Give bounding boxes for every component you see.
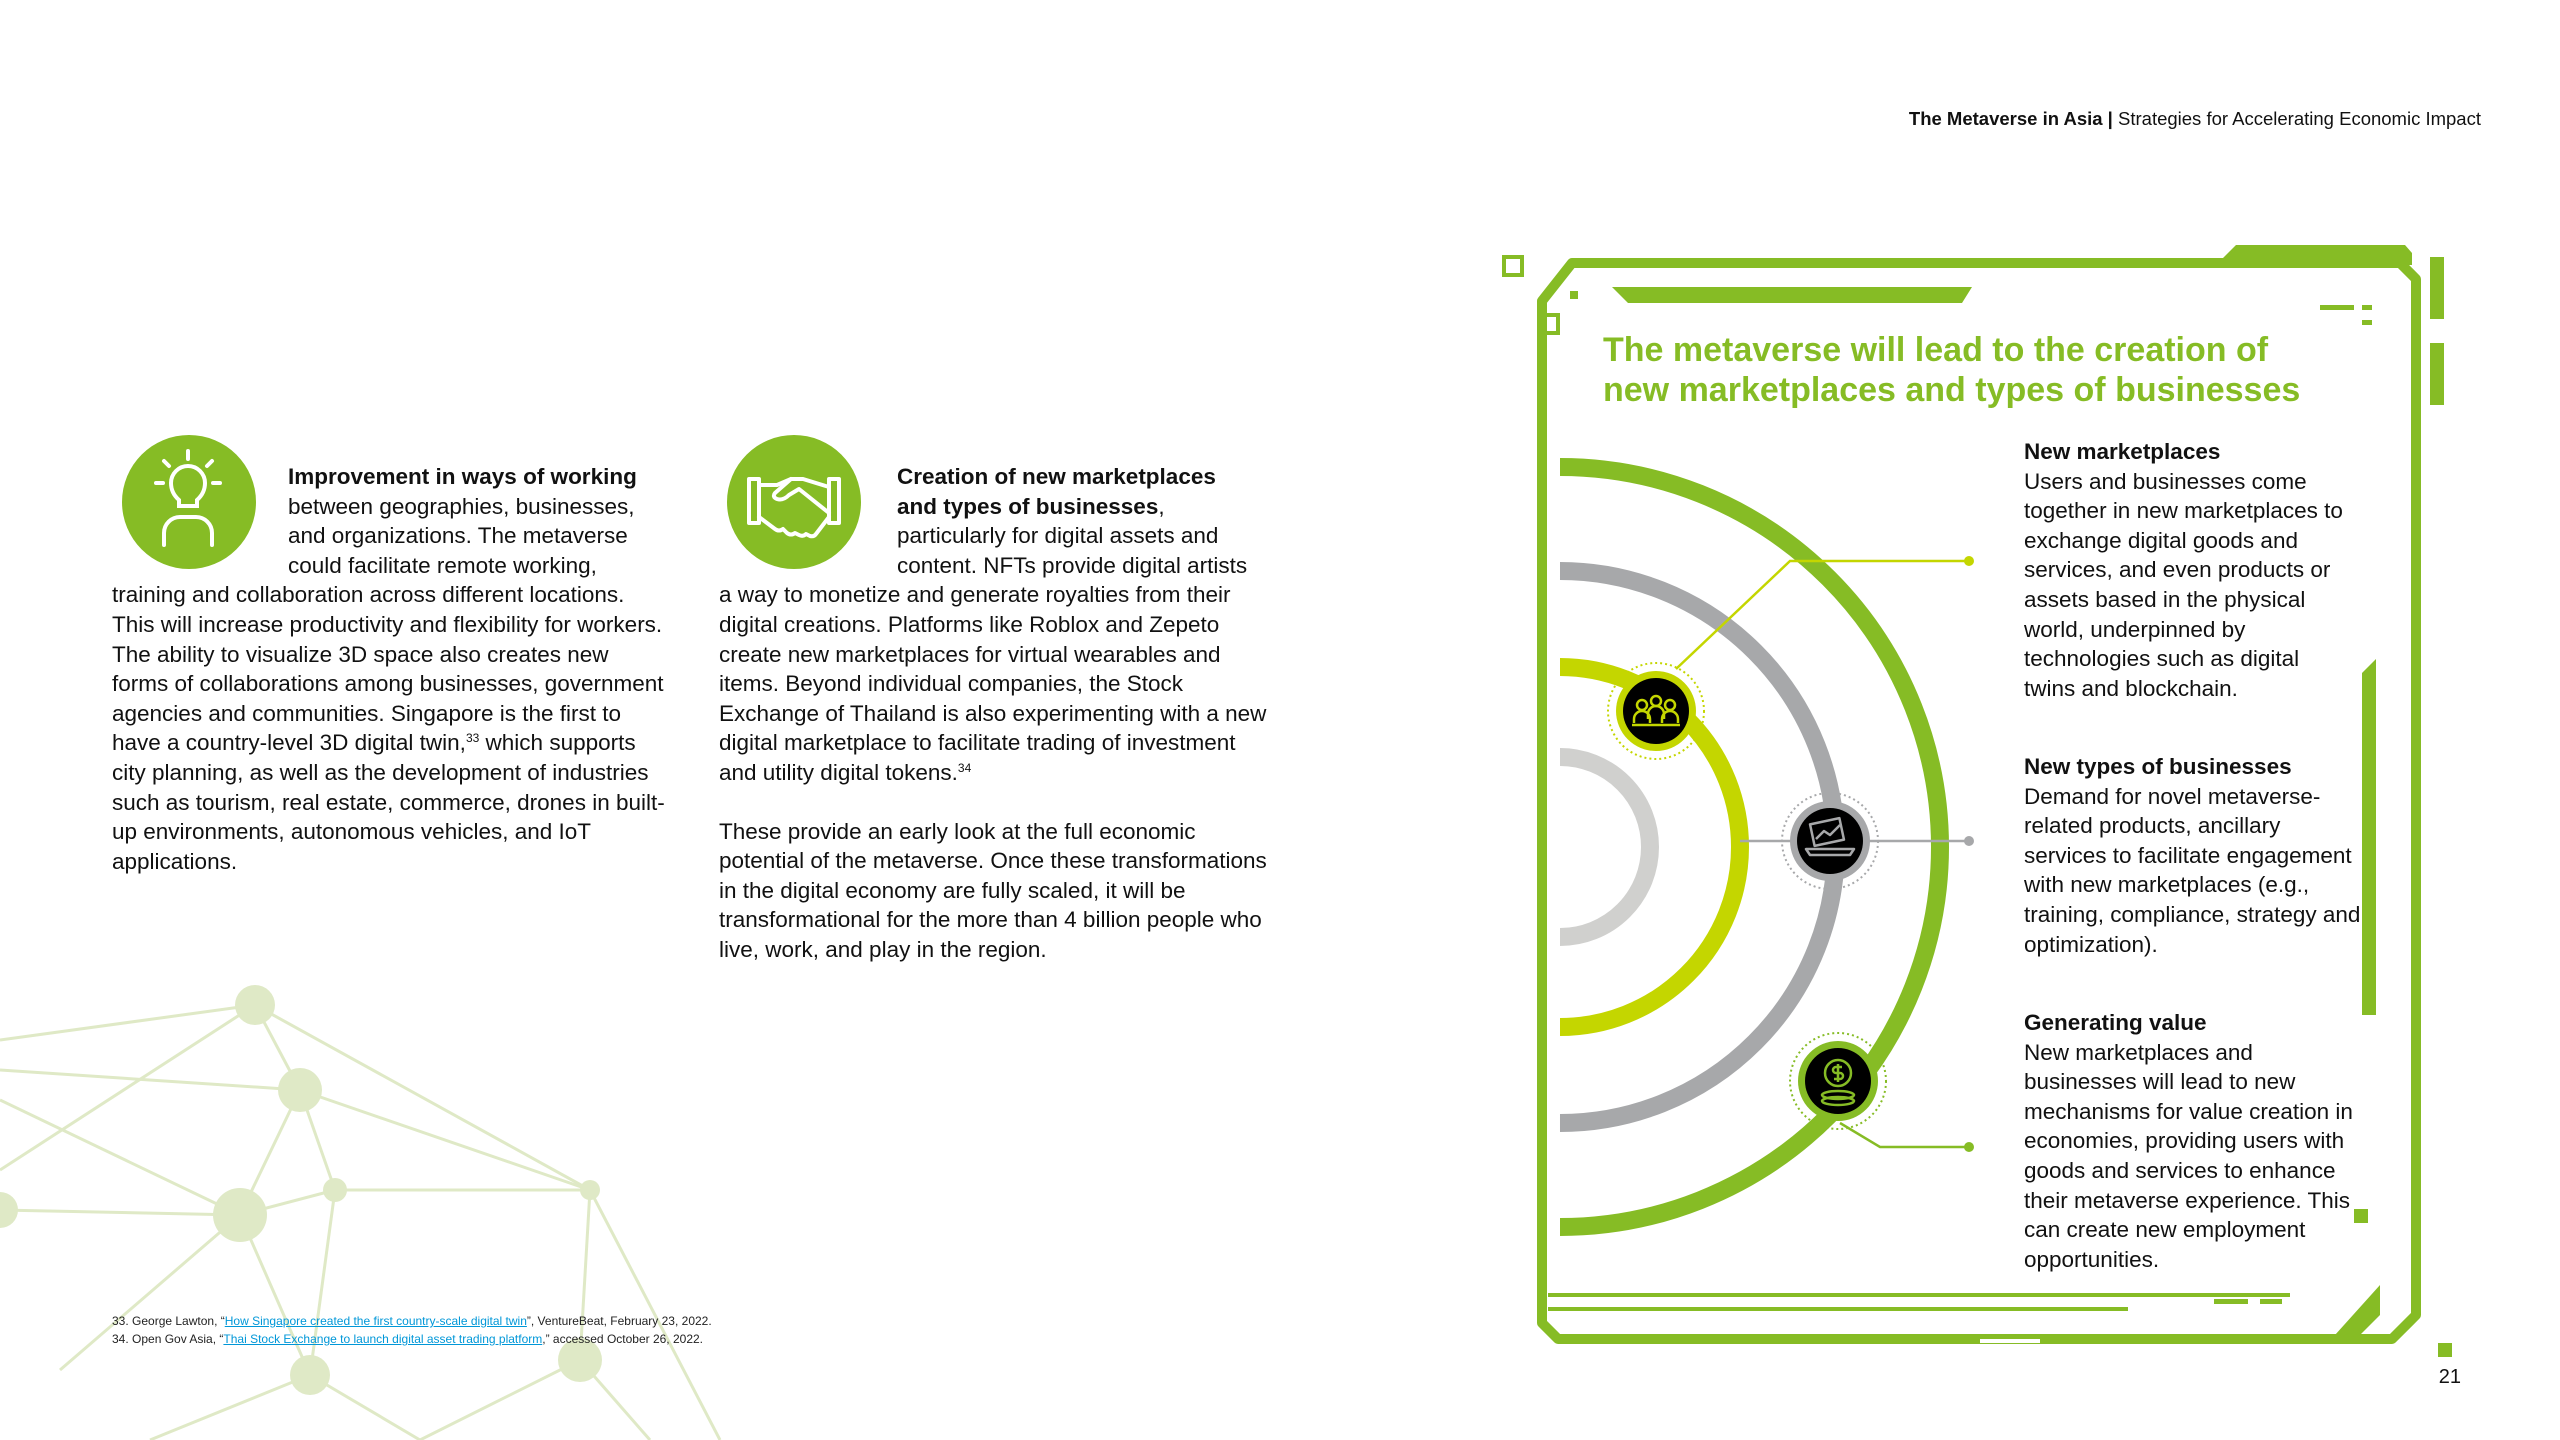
frame-dash-3 bbox=[2362, 320, 2372, 325]
frame-dot-2 bbox=[2354, 1209, 2368, 1223]
left-body-part1: training and collaboration across different locations. This will increase productivity and flexibility for workers. The ability to visualize 3D space also creates new forms of collaborations among businesses, government agencies and communities. Singapore is the first to have a country-level 3D digital twin, bbox=[112, 582, 664, 756]
network-background-graphic bbox=[0, 960, 760, 1440]
footnote-33: 33. George Lawton, “How Singapore created the first country-scale digital twin”, VentureBeat, February 23, 2022. bbox=[112, 1314, 712, 1328]
frame-inner-side-bar bbox=[2362, 659, 2376, 1015]
frame-top-tab bbox=[2220, 245, 2412, 265]
panel-title bbox=[1603, 330, 2323, 410]
frame-side-bar-2 bbox=[2430, 343, 2444, 405]
left-body bbox=[112, 580, 667, 876]
frame-square-1 bbox=[1504, 257, 1522, 275]
middle-line-2: content. NFTs provide digital artists bbox=[897, 552, 1248, 578]
frame-bottom-dash-1 bbox=[2214, 1299, 2248, 1304]
frame-bottom-corner bbox=[2335, 1285, 2380, 1337]
panel-item-1-body: Users and businesses come together in new marketplaces to exchange digital goods and services, and even products or assets based in the physical world, underpinned by technologies such as digital twins and blockchain. bbox=[2024, 468, 2343, 701]
panel-item-3-body: New marketplaces and businesses will lead to new mechanisms for value creation in economies, providing users with goods and services to enhance their metaverse experience. This can create new employment opportunities. bbox=[2024, 1039, 2353, 1272]
middle-heading-comma: , bbox=[1158, 493, 1165, 519]
running-header bbox=[1909, 108, 2481, 130]
node-new-types-of-businesses bbox=[1782, 793, 1878, 889]
middle-heading-line2: and types of businesses bbox=[897, 493, 1159, 519]
frame-dash-1 bbox=[2320, 305, 2354, 310]
left-body-part2: which supports city planning, as well as the development of industries such as tourism, real estate, commerce, drones in built-up environments, autonomous vehicles, and IoT applications. bbox=[112, 730, 665, 874]
footnote-34-link[interactable]: Thai Stock Exchange to launch digital asset trading platform bbox=[223, 1332, 543, 1346]
left-heading: Improvement in ways of working bbox=[288, 464, 637, 489]
panel-item-3-heading: Generating value bbox=[2024, 1010, 2207, 1035]
frame-inner-bar bbox=[1612, 287, 1972, 303]
middle-column bbox=[719, 462, 1279, 965]
left-column bbox=[112, 462, 672, 876]
panel-item-new-marketplaces bbox=[2024, 437, 2344, 703]
middle-body-part1: a way to monetize and generate royalties from their digital creations. Platforms like Roblox and Zepeto create new marketplaces for virtual wearables and items. Beyond individual companies, the Stock Exchange of Thailand is also experimenting with a new digital marketplace to facilitate trading of investment and utility digital tokens. bbox=[719, 582, 1267, 785]
panel-item-1-heading: New marketplaces bbox=[2024, 439, 2221, 464]
panel-item-2-body: Demand for novel metaverse-related products, ancillary services to facilitate engagement with new marketplaces (e.g., training, compliance, strategy and optimization). bbox=[2024, 783, 2361, 957]
connector-dot-2 bbox=[1964, 836, 1974, 846]
connector-dot-3 bbox=[1964, 1142, 1974, 1152]
footnote-ref-33[interactable]: 33 bbox=[465, 731, 480, 746]
frame-bottom-dot bbox=[2438, 1343, 2452, 1357]
frame-dash-2 bbox=[2362, 305, 2372, 310]
middle-line-1: particularly for digital assets and bbox=[897, 523, 1219, 549]
report-subtitle: Strategies for Accelerating Economic Impact bbox=[2118, 108, 2481, 129]
footnote-33-link[interactable]: How Singapore created the first country-scale digital twin bbox=[224, 1314, 527, 1328]
middle-heading-line1: Creation of new marketplaces bbox=[897, 464, 1216, 489]
frame-side-bar-1 bbox=[2430, 257, 2444, 319]
frame-bottom-line-1 bbox=[1548, 1293, 2290, 1297]
node-generating-value bbox=[1790, 1033, 1886, 1129]
panel-item-new-types bbox=[2024, 752, 2364, 959]
left-line-3: could facilitate remote working, bbox=[288, 552, 597, 578]
panel-item-2-heading: New types of businesses bbox=[2024, 754, 2292, 779]
middle-intro bbox=[719, 462, 1279, 580]
footnote-34: 34. Open Gov Asia, “Thai Stock Exchange to launch digital asset trading platform,” accessed October 26, 2022. bbox=[112, 1332, 704, 1346]
footnote-ref-34[interactable]: 34 bbox=[957, 760, 972, 775]
left-line-2: and organizations. The metaverse bbox=[288, 523, 628, 549]
panel-item-generating-value bbox=[2024, 1008, 2354, 1274]
left-intro bbox=[112, 462, 672, 580]
frame-dot-1 bbox=[1570, 291, 1578, 299]
connector-dot-1 bbox=[1964, 556, 1974, 566]
panel-title-line2: new marketplaces and types of businesses bbox=[1603, 371, 2301, 409]
frame-bottom-gap-1 bbox=[1980, 1339, 2040, 1343]
middle-body bbox=[719, 580, 1274, 787]
connector-line-3 bbox=[1840, 1123, 1969, 1147]
header-separator: | bbox=[2102, 108, 2119, 129]
frame-bottom-line-2 bbox=[1548, 1307, 2128, 1311]
footnotes bbox=[112, 1312, 712, 1348]
report-title: The Metaverse in Asia bbox=[1908, 108, 2103, 129]
page-number: 21 bbox=[2438, 1366, 2461, 1388]
panel-title-line1: The metaverse will lead to the creation of bbox=[1603, 331, 2269, 369]
arc-light-gray bbox=[1560, 757, 1650, 937]
frame-bottom-dash-2 bbox=[2260, 1299, 2282, 1304]
left-line-1: between geographies, businesses, bbox=[288, 493, 635, 519]
middle-paragraph-2: These provide an early look at the full economic potential of the metaverse. Once these transformations in the digital economy are fully scaled, it will be transformational for the more than 4 billion people who live, work, and play in the region. bbox=[719, 818, 1267, 962]
